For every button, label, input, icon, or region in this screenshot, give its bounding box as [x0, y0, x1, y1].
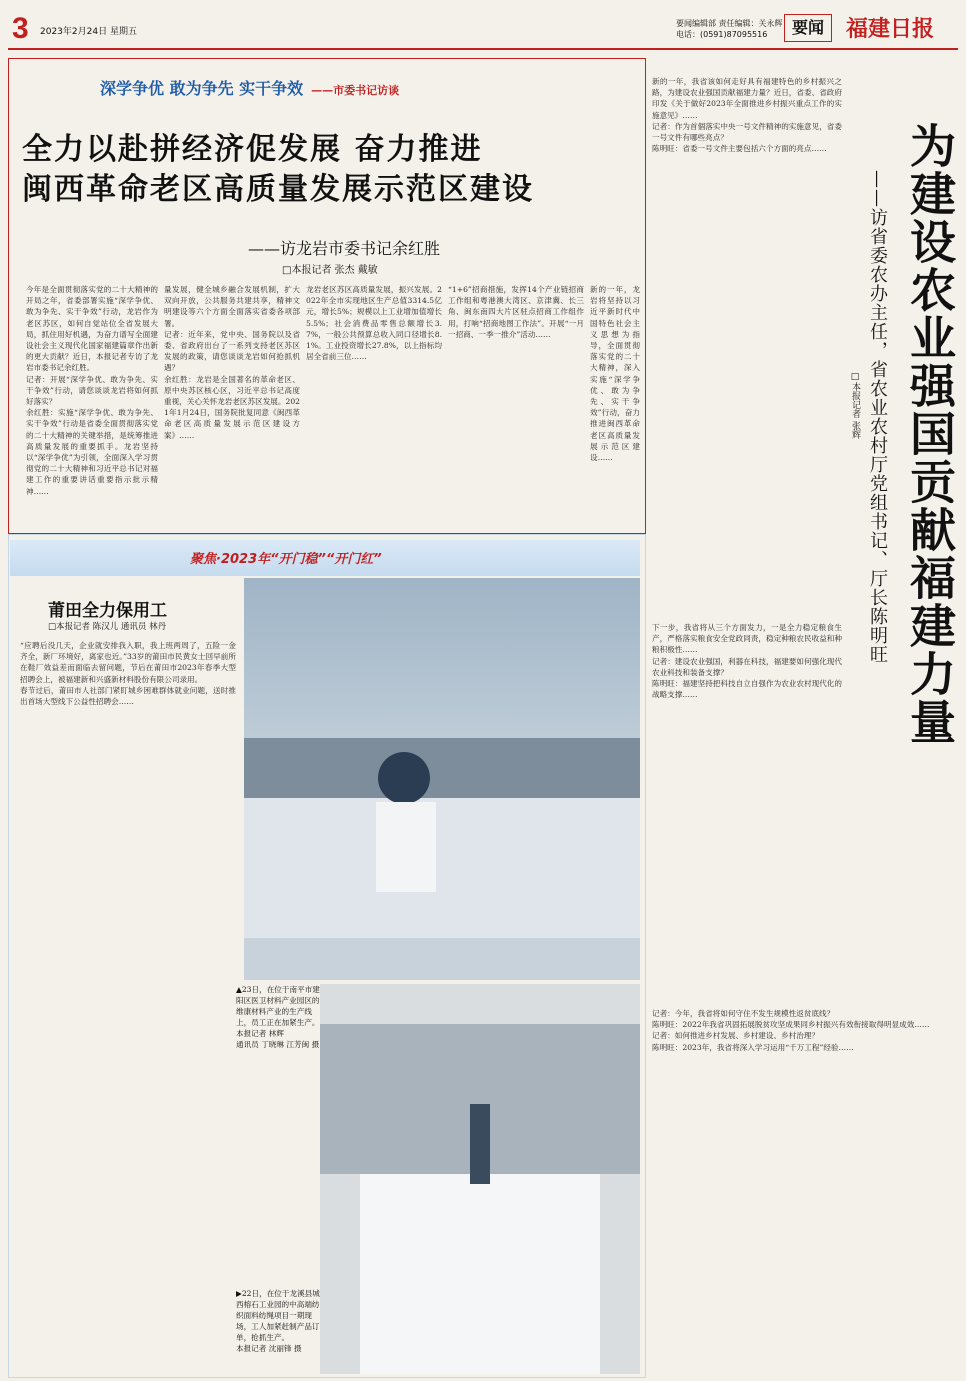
- article1-col2: 量发展，健全城乡融合发展机制，扩大双向开放，公共服务共建共享，精神文明建设等六个方面全面落实省委各项部署。 记者：近年来，党中央、国务院以及省委、省政府出台了一系列支持老区苏区发展的政策，请您谈谈龙岩如何抢抓机遇？ 余红胜：龙岩是全国著名的革命老区、原中央苏区核心区，习近平总书记高度重视，关心关怀龙岩老区苏区发展。2021年1月24日，国务院批复同意《闽西革命老区高质量发展示范区建设方案》……: [164, 285, 300, 440]
- factory-photo-1: [244, 578, 640, 980]
- newspaper-logo: 福建日报: [846, 16, 935, 42]
- article2-col3: 记者：今年，我省将如何守住不发生规模性返贫底线？ 陈明旺：2022年我省巩固拓展脱贫攻坚成果同乡村振兴有效衔接取得明显成效…… 记者：如何推进乡村发展、乡村建设、乡村治理？ 陈明旺：2023年，我省将深入学习运用“千万工程”经验……: [652, 1009, 930, 1052]
- article1-col5: 新的一年，龙岩将坚持以习近平新时代中国特色社会主义思想为指导，全面贯彻落实党的二十大精神，深入实施“深学争优、敢为争先、实干争效”行动，奋力推进闽西革命老区高质量发展示范区建设……: [590, 285, 640, 463]
- article3-col1: “应聘后没几天，企业就安排我入职，我上班两周了，五险一金齐全，新厂环境好，离家也近。”33岁的莆田市民黄女士回早前所在鞋厂效益差而面临去留问题，节后在莆田市2023年春季大型招聘会上，被福建新和兴盛新材料股份有限公司录用。 春节过后，莆田市人社部门紧盯城乡困难群体就业问题，送时推出首场大型线下公益性招聘会……: [20, 641, 236, 707]
- header-rule: [8, 48, 958, 50]
- caption-1: ▲23日，在位于南平市建阳区医卫材料产业园区的维康材料产业的生产线上，员工正在加紧生产。 本报记者 林辉 通讯员 丁晓琳 江芳闽 摄: [236, 985, 320, 1049]
- article1-headline: 全力以赴拼经济促发展 奋力推进 闽西革命老区高质量发展示范区建设: [22, 132, 534, 207]
- article2-byline: □本报记者 张辉: [850, 372, 860, 439]
- section-label: 要闻: [784, 14, 832, 42]
- article2-title: 为建设农业强国贡献福建力量: [903, 122, 957, 746]
- article1-banner: 深学争优 敢为争先 实干争效 ——市委书记访谈: [100, 79, 400, 98]
- caption-2: ▶22日，在位于龙溪县城西榕石工业园的中高端纺织面料纺绳项目一期现场，工人加紧赶制产品订单，抢抓生产。 本报记者 沈丽锋 摄: [236, 1289, 320, 1353]
- article3-banner: 聚焦·2023年“开门稳”“开门红”: [190, 552, 382, 567]
- article2-col1: 新的一年，我省该如何走好具有福建特色的乡村振兴之路，为建设农业强国贡献福建力量？近日，省委、省政府印发《关于做好2023年全面推进乡村振兴重点工作的实施意见》…… 记者：作为首個落实中央一号文件精神的实施意见，省委一号文件有哪些亮点？ 陈明旺：省委一号文件主要包括六个方面的亮点……: [652, 77, 842, 154]
- issue-date: 2023年2月24日 星期五: [40, 27, 137, 37]
- factory-photo-2: [320, 984, 640, 1374]
- article1-col1: 今年是全面贯彻落实党的二十大精神的开局之年，省委部署实施“深学争优、敢为争先、实干争效”行动，龙岩作为老区苏区，如何自觉站位全省发展大局，抓住用好机遇，为奋力谱写全面建设社会主义现代化国家福建篇章作出新的更大贡献？近日，本报记者专访了龙岩市委书记余红胜。 记者：开展“深学争优、敢为争先、实干争效”行动，请您谈谈龙岩将如何抓好落实？ 余红胜：实施“深学争优、敢为争先、实干争效”行动是省委全面贯彻落实党的二十大精神的关键举措，是统筹推进高质量发展的重要抓手。龙岩坚持以“深学争优”为引领，全面深入学习贯彻党的二十大精神和习近平总书记对福建工作的重要讲话重要指示批示精神……: [26, 285, 158, 496]
- article1-col3: 龙岩老区苏区高质量发展，振兴发展。2022年全市实现地区生产总值3314.5亿元，增长5%；规模以上工业增加值增长5.5%；社会消费品零售总额增长3.7%，一般公共预算总收入同口径增长8.1%。工业投资增长27.8%，以上指标均居全省前三位……: [306, 285, 442, 362]
- article2-subtitle: ——访省委农办主任，省农业农村厅党组书记、厅长陈明旺: [867, 170, 888, 664]
- article3-title: 莆田全力保用工: [48, 601, 167, 621]
- article1-subtitle: ——访龙岩市委书记余红胜: [248, 239, 441, 258]
- article3-byline: □本报记者 陈汉儿 通讯员 林丹: [48, 622, 167, 632]
- article2-col2: 下一步，我省将从三个方面发力，一是全力稳定粮食生产，严格落实粮食安全党政同责，稳定种粮农民收益和种粮积极性…… 记者：建设农业强国，利器在科技，福建要如何强化现代农业科技和装备支撑？ 陈明旺：福建坚持把科技自立自强作为农业农村现代化的战略支撑……: [652, 623, 842, 700]
- article1-col4: “1+6”招商措施，发挥14个产业链招商工作组和粤港澳大湾区、京津冀、长三角、闽东南四大片区驻点招商工作组作用，打响“招商地图工作法”。开展“一月一招商、一季一推介”活动……: [448, 285, 584, 339]
- article1-byline: □本报记者 张杰 戴敏: [282, 265, 378, 276]
- page-number: 3: [12, 12, 29, 45]
- editor-info: 要闻编辑部 责任编辑：关永辉 电话：(0591)87095516: [676, 19, 783, 39]
